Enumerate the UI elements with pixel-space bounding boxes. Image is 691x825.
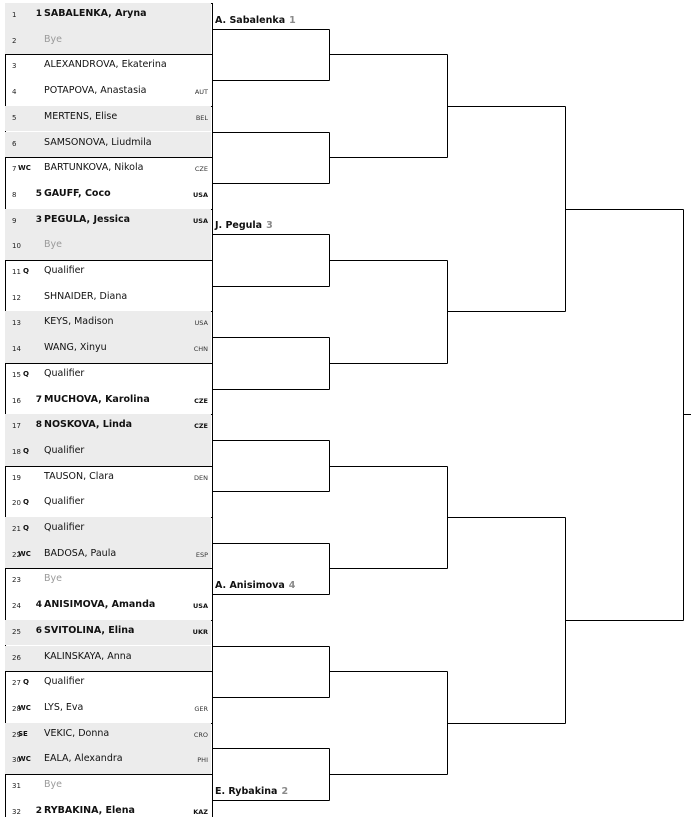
draw-row[interactable] [5, 311, 211, 337]
country-code: UKR [192, 627, 208, 636]
draw-position: 15 [12, 370, 21, 379]
seed-number: 1 [35, 9, 42, 19]
draw-row[interactable] [5, 748, 211, 774]
draw-position: 27 [12, 679, 21, 688]
player-name: WANG, Xinyu [44, 342, 107, 354]
player-name: Bye [44, 33, 62, 45]
draw-row[interactable] [5, 337, 211, 363]
draw-row[interactable] [5, 620, 211, 646]
advancing-player [215, 15, 296, 26]
draw-row[interactable] [5, 594, 211, 620]
entry-status: SE [18, 729, 28, 738]
draw-row[interactable] [5, 260, 211, 286]
entry-status: WC [18, 755, 31, 764]
draw-position: 25 [12, 627, 21, 636]
draw-position: 5 [12, 113, 17, 122]
entry-status: Q [23, 524, 29, 532]
player-name: BADOSA, Paula [44, 547, 117, 559]
draw-position: 28 [12, 704, 21, 713]
draw-position: 11 [12, 268, 21, 276]
draw-row[interactable] [5, 389, 211, 415]
draw-position: 4 [12, 88, 17, 97]
seed-number: 6 [35, 625, 42, 636]
country-code: ESP [195, 550, 208, 559]
draw-position: 16 [12, 396, 21, 405]
player-name: NOSKOVA, Linda [44, 419, 133, 431]
draw-position: 31 [12, 782, 21, 790]
draw-row[interactable] [5, 54, 211, 80]
seed-number: 2 [35, 805, 42, 816]
draw-row[interactable] [5, 491, 211, 517]
player-name: ALEXANDROVA, Ekaterina [44, 59, 167, 71]
advancing-player [215, 786, 288, 797]
player-name: KALINSKAYA, Anna [44, 650, 132, 662]
country-code: CZE [194, 422, 208, 431]
draw-row[interactable] [5, 234, 211, 260]
draw-row[interactable] [5, 106, 211, 132]
draw-position: 17 [12, 422, 21, 431]
draw-row[interactable] [5, 3, 211, 29]
draw-row[interactable] [5, 697, 211, 723]
draw-row[interactable] [5, 723, 211, 749]
player-name: LYS, Eva [44, 701, 84, 713]
draw-position: 12 [12, 293, 21, 302]
draw-position: 24 [12, 602, 21, 611]
country-code: PHI [197, 756, 208, 765]
player-name: Qualifier [44, 676, 85, 688]
player-name: MERTENS, Elise [44, 110, 118, 122]
advancing-player [215, 580, 295, 591]
player-name: SAMSONOVA, Liudmila [44, 136, 152, 148]
player-name: SVITOLINA, Elina [44, 624, 135, 636]
draw-row[interactable] [5, 363, 211, 389]
entry-status: WC [18, 549, 31, 558]
country-code: CZE [194, 165, 208, 174]
draw-row[interactable] [5, 286, 211, 312]
player-name: MUCHOVA, Karolina [44, 393, 150, 405]
draw-row[interactable] [5, 414, 211, 440]
country-code: AUT [194, 88, 208, 97]
player-name: Qualifier [44, 265, 85, 276]
draw-position: 13 [12, 319, 21, 328]
draw-row[interactable] [5, 568, 211, 594]
advancing-player-name: J. Pegula [215, 220, 263, 232]
draw-position: 3 [12, 62, 17, 71]
country-code: USA [194, 319, 208, 328]
entry-status: Q [23, 446, 29, 455]
player-name: SABALENKA, Aryna [44, 8, 147, 19]
seed-number: 3 [35, 214, 42, 225]
player-name: SHNAIDER, Diana [44, 290, 128, 302]
seed-number: 4 [35, 600, 42, 611]
seed-number: 7 [35, 394, 42, 405]
advancing-player-name: A. Anisimova [215, 580, 285, 592]
country-code: USA [193, 216, 208, 225]
country-code: CHN [193, 345, 208, 354]
entry-status: Q [23, 678, 29, 687]
draw-row[interactable] [5, 29, 211, 55]
player-name: EALA, Alexandra [44, 753, 123, 765]
advancing-player-seed: 1 [289, 14, 296, 26]
draw-row[interactable] [5, 466, 211, 492]
draw-position: 30 [12, 756, 21, 765]
draw-position: 14 [12, 345, 21, 354]
player-name: Qualifier [44, 367, 85, 379]
advancing-player-seed: 3 [266, 220, 273, 232]
draw-row[interactable] [5, 517, 211, 543]
player-name: Qualifier [44, 444, 85, 456]
advancing-player-name: A. Sabalenka [215, 14, 286, 26]
draw-row[interactable] [5, 646, 211, 672]
advancing-player-seed: 2 [281, 785, 289, 797]
player-name: Bye [44, 779, 62, 790]
draw-row[interactable] [5, 132, 211, 158]
draw-row[interactable] [5, 671, 211, 697]
advancing-player-seed: 4 [288, 580, 296, 592]
entry-status: Q [23, 369, 29, 378]
country-code: KAZ [193, 807, 208, 816]
country-code: USA [193, 602, 208, 611]
entry-status: Q [23, 498, 29, 507]
player-name: TAUSON, Clara [44, 470, 114, 482]
draw-row[interactable] [5, 157, 211, 183]
draw-position: 10 [12, 242, 21, 251]
player-name: PEGULA, Jessica [44, 213, 131, 225]
draw-position: 6 [12, 139, 17, 148]
entry-status: WC [18, 703, 31, 712]
draw-row[interactable] [5, 543, 211, 569]
seed-number: 5 [35, 188, 42, 199]
draw-position: 26 [12, 653, 21, 662]
draw-position: 29 [12, 730, 21, 739]
player-name: Bye [44, 239, 62, 251]
draw-position: 32 [12, 807, 21, 816]
player-name: RYBAKINA, Elena [44, 804, 135, 816]
draw-position: 8 [12, 190, 17, 199]
draw-position: 2 [12, 36, 17, 45]
player-name: VEKIC, Donna [44, 727, 110, 739]
draw-position: 18 [12, 447, 21, 456]
country-code: CZE [194, 396, 208, 405]
player-name: Bye [44, 573, 62, 585]
player-name: POTAPOVA, Anastasia [44, 85, 147, 97]
country-code: GER [194, 704, 208, 713]
draw-row[interactable] [5, 440, 211, 466]
player-name: Qualifier [44, 496, 85, 508]
player-name: Qualifier [44, 522, 85, 533]
draw-row[interactable] [5, 183, 211, 209]
draw-position: 7 [12, 165, 17, 174]
country-code: BEL [195, 113, 208, 122]
country-code: USA [193, 190, 208, 199]
player-name: ANISIMOVA, Amanda [44, 599, 156, 611]
advancing-player [215, 220, 273, 231]
player-name: GAUFF, Coco [44, 187, 111, 199]
draw-position: 20 [12, 499, 21, 508]
country-code: DEN [194, 473, 208, 482]
draw-position: 9 [12, 216, 17, 225]
draw-position: 22 [12, 550, 21, 559]
entry-status: WC [18, 164, 31, 173]
draw-position: 21 [12, 525, 21, 533]
player-name: KEYS, Madison [44, 316, 114, 328]
country-code: CRO [193, 730, 208, 739]
entry-status: Q [23, 267, 29, 275]
draw-row[interactable] [5, 209, 211, 235]
player-name: BARTUNKOVA, Nikola [44, 162, 144, 174]
draw-row[interactable] [5, 800, 211, 825]
draw-position: 19 [12, 473, 21, 482]
advancing-player-name: E. Rybakina [215, 785, 278, 797]
seed-number: 8 [35, 420, 42, 431]
draw-position: 23 [12, 576, 21, 585]
draw-row[interactable] [5, 774, 211, 800]
draw-position: 1 [12, 11, 17, 19]
draw-row[interactable] [5, 80, 211, 106]
